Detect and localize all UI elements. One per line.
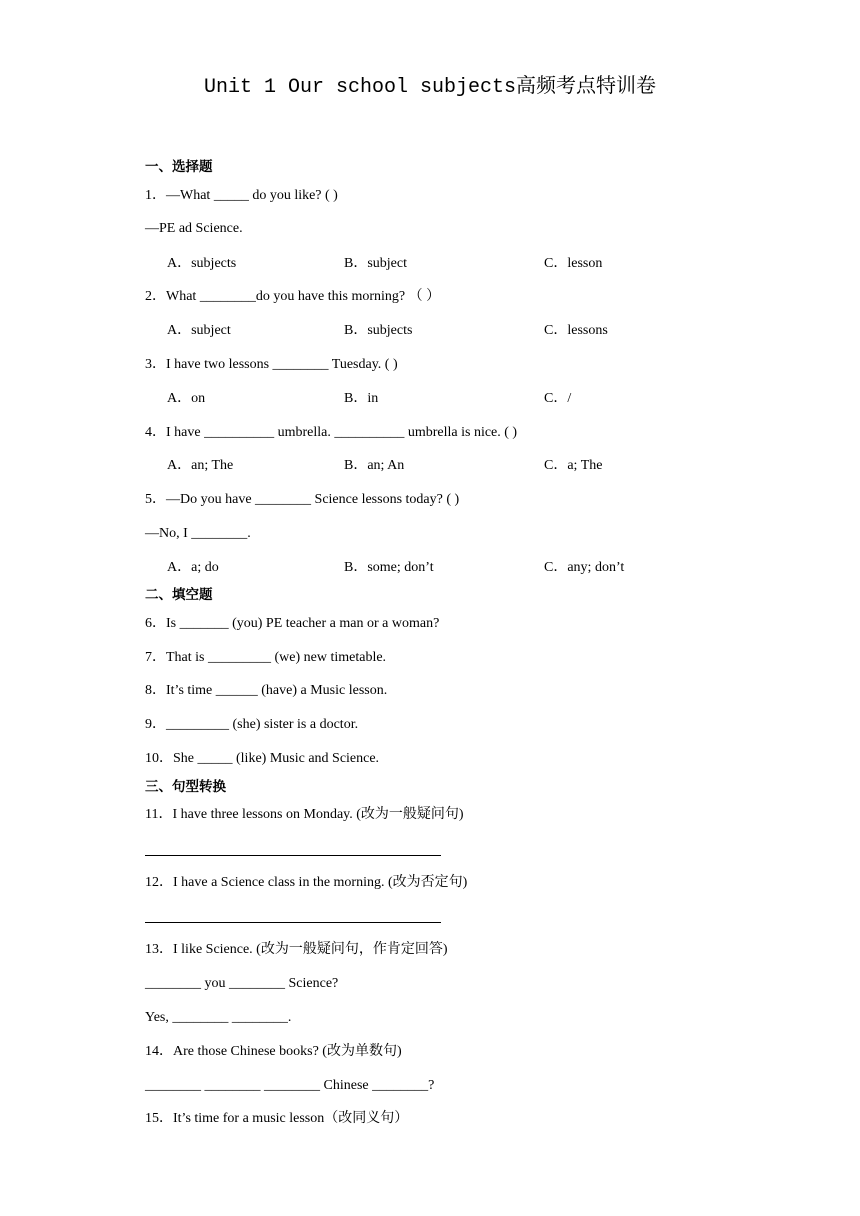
- question-5-option-a: A．a; do: [167, 560, 219, 575]
- question-9: 9．_________ (she) sister is a doctor.: [145, 717, 359, 732]
- question-1-line-2: —PE ad Science.: [145, 221, 243, 236]
- question-13-line-2: ________ you ________ Science?: [145, 976, 339, 991]
- question-6: 6．Is _______ (you) PE teacher a man or a woman?: [145, 616, 440, 631]
- question-3-option-a: A．on: [167, 391, 206, 406]
- question-10: 10．She _____ (like) Music and Science.: [145, 751, 380, 766]
- question-5-option-c: C．any; don’t: [544, 560, 625, 575]
- question-3-option-c: C．/: [544, 391, 572, 406]
- answer-line-11: [145, 855, 441, 856]
- question-8: 8．It’s time ______ (have) a Music lesson.: [145, 683, 388, 698]
- section-heading-fill-blank: 二、填空题: [145, 587, 213, 603]
- question-1-option-c: C．lesson: [544, 256, 603, 271]
- question-2-stem: 2．What ________do you have this morning? （ ）: [145, 289, 441, 304]
- answer-line-12: [145, 922, 441, 923]
- question-4-option-a: A．an; The: [167, 458, 234, 473]
- question-15: 15．It’s time for a music lesson（改同义句）: [145, 1111, 409, 1126]
- question-4-stem: 4．I have __________ umbrella. __________ umbrella is nice. ( ): [145, 425, 518, 440]
- question-1-stem: 1．—What _____ do you like? ( ): [145, 188, 338, 203]
- question-2-option-c: C．lessons: [544, 323, 608, 338]
- question-5-line-2: —No, I ________.: [145, 526, 251, 541]
- question-3-stem: 3．I have two lessons ________ Tuesday. ( ): [145, 357, 398, 372]
- question-7: 7．That is _________ (we) new timetable.: [145, 650, 387, 665]
- question-3-option-b: B．in: [344, 391, 379, 406]
- question-11: 11．I have three lessons on Monday. (改为一般疑问句): [145, 807, 464, 822]
- question-12: 12．I have a Science class in the morning. (改为否定句): [145, 875, 468, 890]
- question-2-option-a: A．subject: [167, 323, 231, 338]
- question-14-line-2: ________ ________ ________ Chinese ________?: [145, 1078, 435, 1093]
- question-1-option-b: B．subject: [344, 256, 407, 271]
- page-title: Unit 1 Our school subjects高频考点特训卷: [203, 76, 657, 99]
- question-1-option-a: A．subjects: [167, 256, 237, 271]
- question-2-option-b: B．subjects: [344, 323, 413, 338]
- question-5-stem: 5．—Do you have ________ Science lessons today? ( ): [145, 492, 460, 507]
- question-4-option-c: C．a; The: [544, 458, 603, 473]
- question-13-line-3: Yes, ________ ________.: [145, 1010, 292, 1025]
- section-heading-sentence-transform: 三、句型转换: [145, 779, 226, 795]
- question-13-stem: 13．I like Science. (改为一般疑问句，作肯定回答): [145, 942, 448, 957]
- question-5-option-b: B．some; don’t: [344, 560, 434, 575]
- section-heading-choice: 一、选择题: [145, 159, 213, 175]
- question-14-stem: 14．Are those Chinese books? (改为单数句): [145, 1044, 402, 1059]
- question-4-option-b: B．an; An: [344, 458, 405, 473]
